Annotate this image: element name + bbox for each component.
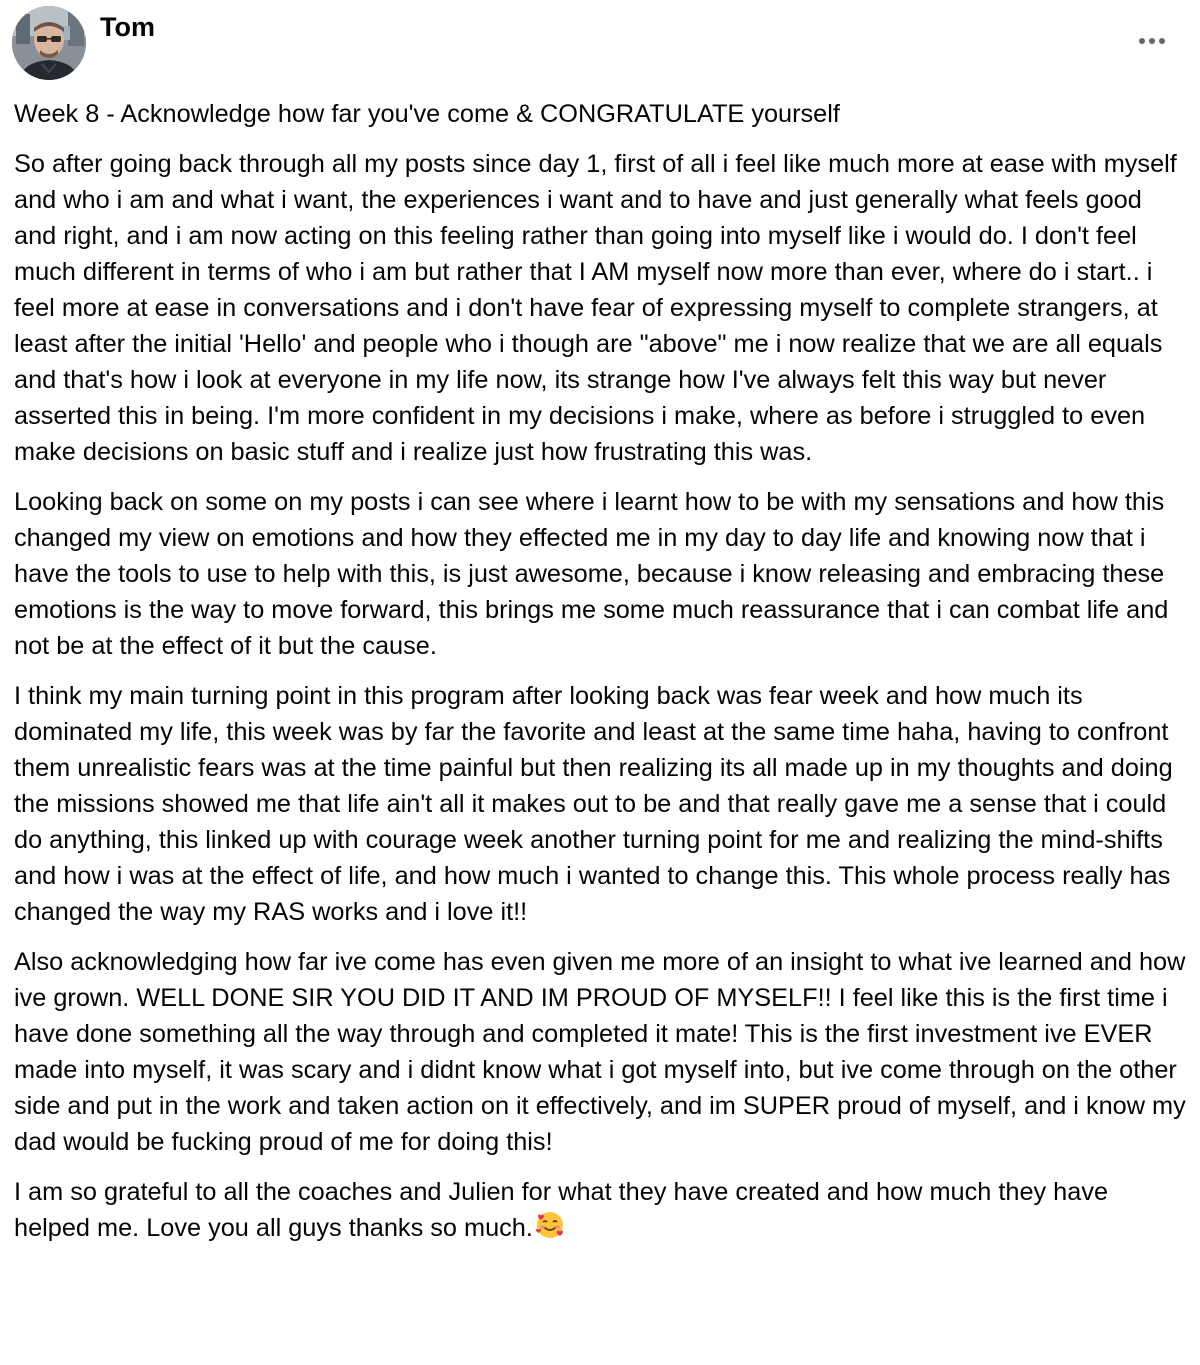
- post-paragraph-text: I am so grateful to all the coaches and Julien for what they have created and how much they have helped me. Love you all guys thanks so much.: [14, 1178, 1109, 1242]
- avatar[interactable]: [12, 6, 86, 80]
- post-paragraph-last: [14, 1174, 1188, 1250]
- more-horizontal-icon-dot: [1149, 38, 1155, 44]
- post-paragraph: I think my main turning point in this program after looking back was fear week and how much its dominated my life, this week was by far the favorite and least at the same time haha, having to confront them unrealistic fears was at the time painful but then realizing its all made up in my thoughts and doing the missions showed me that life ain't all it makes out to be and that really gave me a sense that i could do anything, this linked up with courage week another turning point for me and realizing the mind-shifts and how i was at the effect of life, and how much i wanted to change this. This whole process really has changed the way my RAS works and i love it!!: [14, 682, 1173, 926]
- post-header: [12, 6, 1188, 86]
- more-horizontal-icon-dot: [1159, 38, 1165, 44]
- more-horizontal-icon: [1139, 38, 1145, 44]
- post-title: Week 8 - Acknowledge how far you've come & CONGRATULATE yourself: [14, 100, 840, 128]
- author-name[interactable]: Tom: [100, 12, 155, 42]
- avatar-image: [12, 6, 86, 80]
- smiling-face-with-hearts-icon: [535, 1210, 565, 1250]
- post-paragraph: So after going back through all my posts since day 1, first of all i feel like much more at ease with myself and who i am and what i want, the experiences i want and to have and just generally what feels good and right, and i am now acting on this feeling rather than going into myself like i would do. I don't feel much different in terms of who i am but rather that I AM myself now more than ever, where do i start.. i feel more at ease in conversations and i don't have fear of expressing myself to complete strangers, at least after the initial 'Hello' and people who i though are "above" me i now realize that we are all equals and that's how i look at everyone in my life now, its strange how I've always felt this way but never asserted this in being. I'm more confident in my decisions i make, where as before i struggled to even make decisions on basic stuff and i realize just how frustrating this was.: [14, 150, 1177, 466]
- post-body: [14, 96, 1188, 1264]
- post-paragraph: Also acknowledging how far ive come has even given me more of an insight to what ive learned and how ive grown. WELL DONE SIR YOU DID IT AND IM PROUD OF MYSELF!! I feel like this is the first time i have done something all the way through and completed it mate! This is the first investment ive EVER made into myself, it was scary and i didnt know what i got myself into, but ive come through on the other side and put in the work and taken action on it effectively, and im SUPER proud of myself, and i know my dad would be fucking proud of me for doing this!: [14, 948, 1186, 1156]
- more-options-button[interactable]: [1130, 26, 1174, 56]
- post-paragraph: Looking back on some on my posts i can see where i learnt how to be with my sensations and how this changed my view on emotions and how they effected me in my day to day life and knowing now that i have the tools to use to help with this, is just awesome, because i know releasing and embracing these emotions is the way to move forward, this brings me some much reassurance that i can combat life and not be at the effect of it but the cause.: [14, 488, 1169, 660]
